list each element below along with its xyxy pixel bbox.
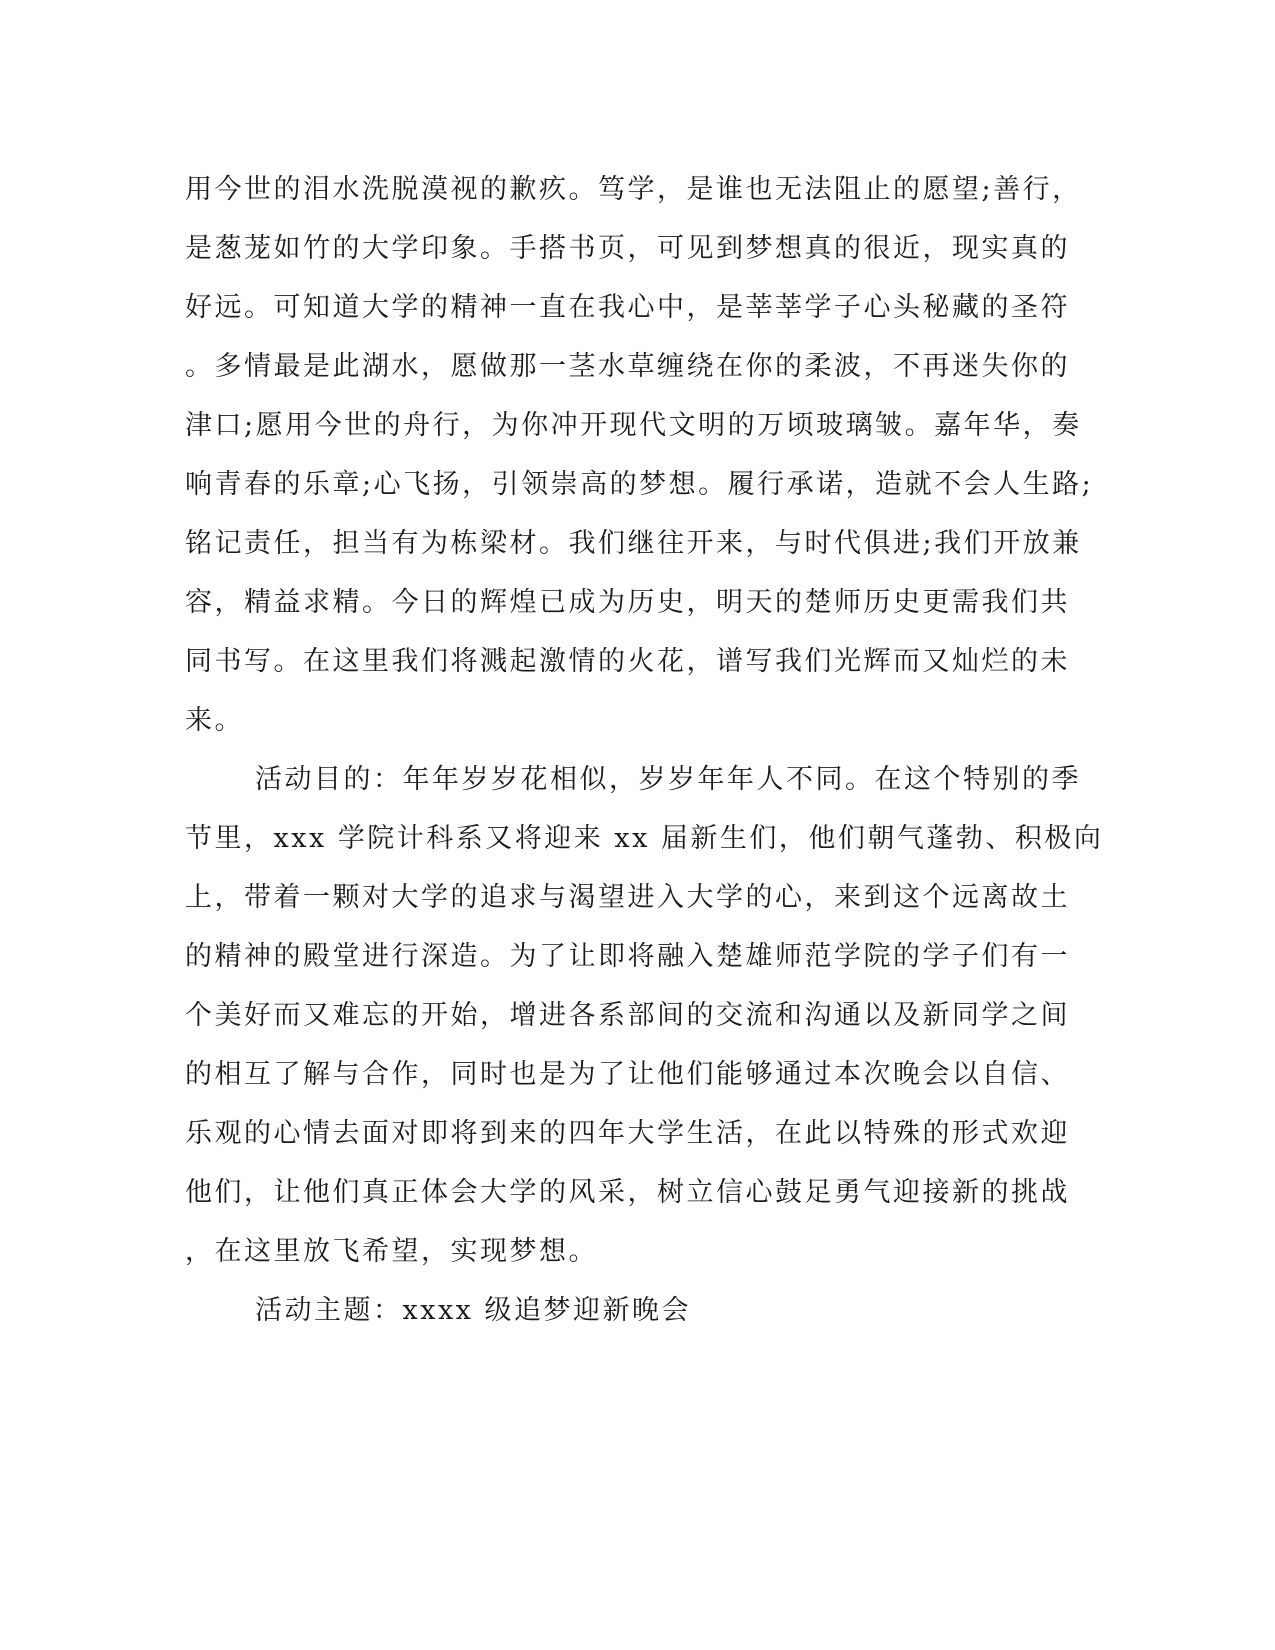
text-line: ，在这里放飞希望，实现梦想。 — [185, 1236, 598, 1267]
text-line: 铭记责任，担当有为栋梁材。我们继往开来，与时代俱进;我们开放兼 — [185, 528, 1082, 559]
text-line: 好远。可知道大学的精神一直在我心中，是莘莘学子心头秘藏的圣符 — [185, 292, 1070, 323]
text-line: 活动目的：年年岁岁花相似，岁岁年年人不同。在这个特别的季 — [255, 764, 1081, 795]
text-line: 来。 — [185, 705, 244, 736]
text-line: 上，带着一颗对大学的追求与渴望进入大学的心，来到这个远离故土 — [185, 882, 1070, 913]
document-body — [185, 160, 1104, 1340]
text-line: 他们，让他们真正体会大学的风采，树立信心鼓足勇气迎接新的挑战 — [185, 1177, 1070, 1208]
text-line: 的精神的殿堂进行深造。为了让即将融入楚雄师范学院的学子们有一 — [185, 941, 1070, 972]
text-line: 活动主题：xxxx 级追梦迎新晚会 — [255, 1295, 691, 1326]
paragraph-activity-theme — [185, 1281, 1055, 1340]
text-line: 是葱茏如竹的大学印象。手搭书页，可见到梦想真的很近，现实真的 — [185, 233, 1070, 264]
text-line: 响青春的乐章;心飞扬，引领崇高的梦想。履行承诺，造就不会人生路; — [185, 469, 1094, 500]
text-line: 个美好而又难忘的开始，增进各系部间的交流和沟通以及新同学之间 — [185, 1000, 1070, 1031]
text-line: 节里，xxx 学院计科系又将迎来 xx 届新生们，他们朝气蓬勃、积极向 — [185, 823, 1104, 854]
text-line: 容，精益求精。今日的辉煌已成为历史，明天的楚师历史更需我们共 — [185, 587, 1070, 618]
text-line: 。多情最是此湖水，愿做那一茎水草缠绕在你的柔波，不再迷失你的 — [185, 351, 1070, 382]
paragraph-activity-purpose — [185, 750, 1104, 1281]
text-line: 用今世的泪水洗脱漠视的歉疚。笃学，是谁也无法阻止的愿望;善行， — [185, 174, 1082, 205]
text-line: 同书写。在这里我们将溅起激情的火花，谱写我们光辉而又灿烂的未 — [185, 646, 1070, 677]
text-line: 津口;愿用今世的舟行，为你冲开现代文明的万顷玻璃皱。嘉年华，奏 — [185, 410, 1082, 441]
text-line: 的相互了解与合作，同时也是为了让他们能够通过本次晚会以自信、 — [185, 1059, 1070, 1090]
paragraph-continuation — [185, 160, 1094, 750]
text-line: 乐观的心情去面对即将到来的四年大学生活，在此以特殊的形式欢迎 — [185, 1118, 1070, 1149]
